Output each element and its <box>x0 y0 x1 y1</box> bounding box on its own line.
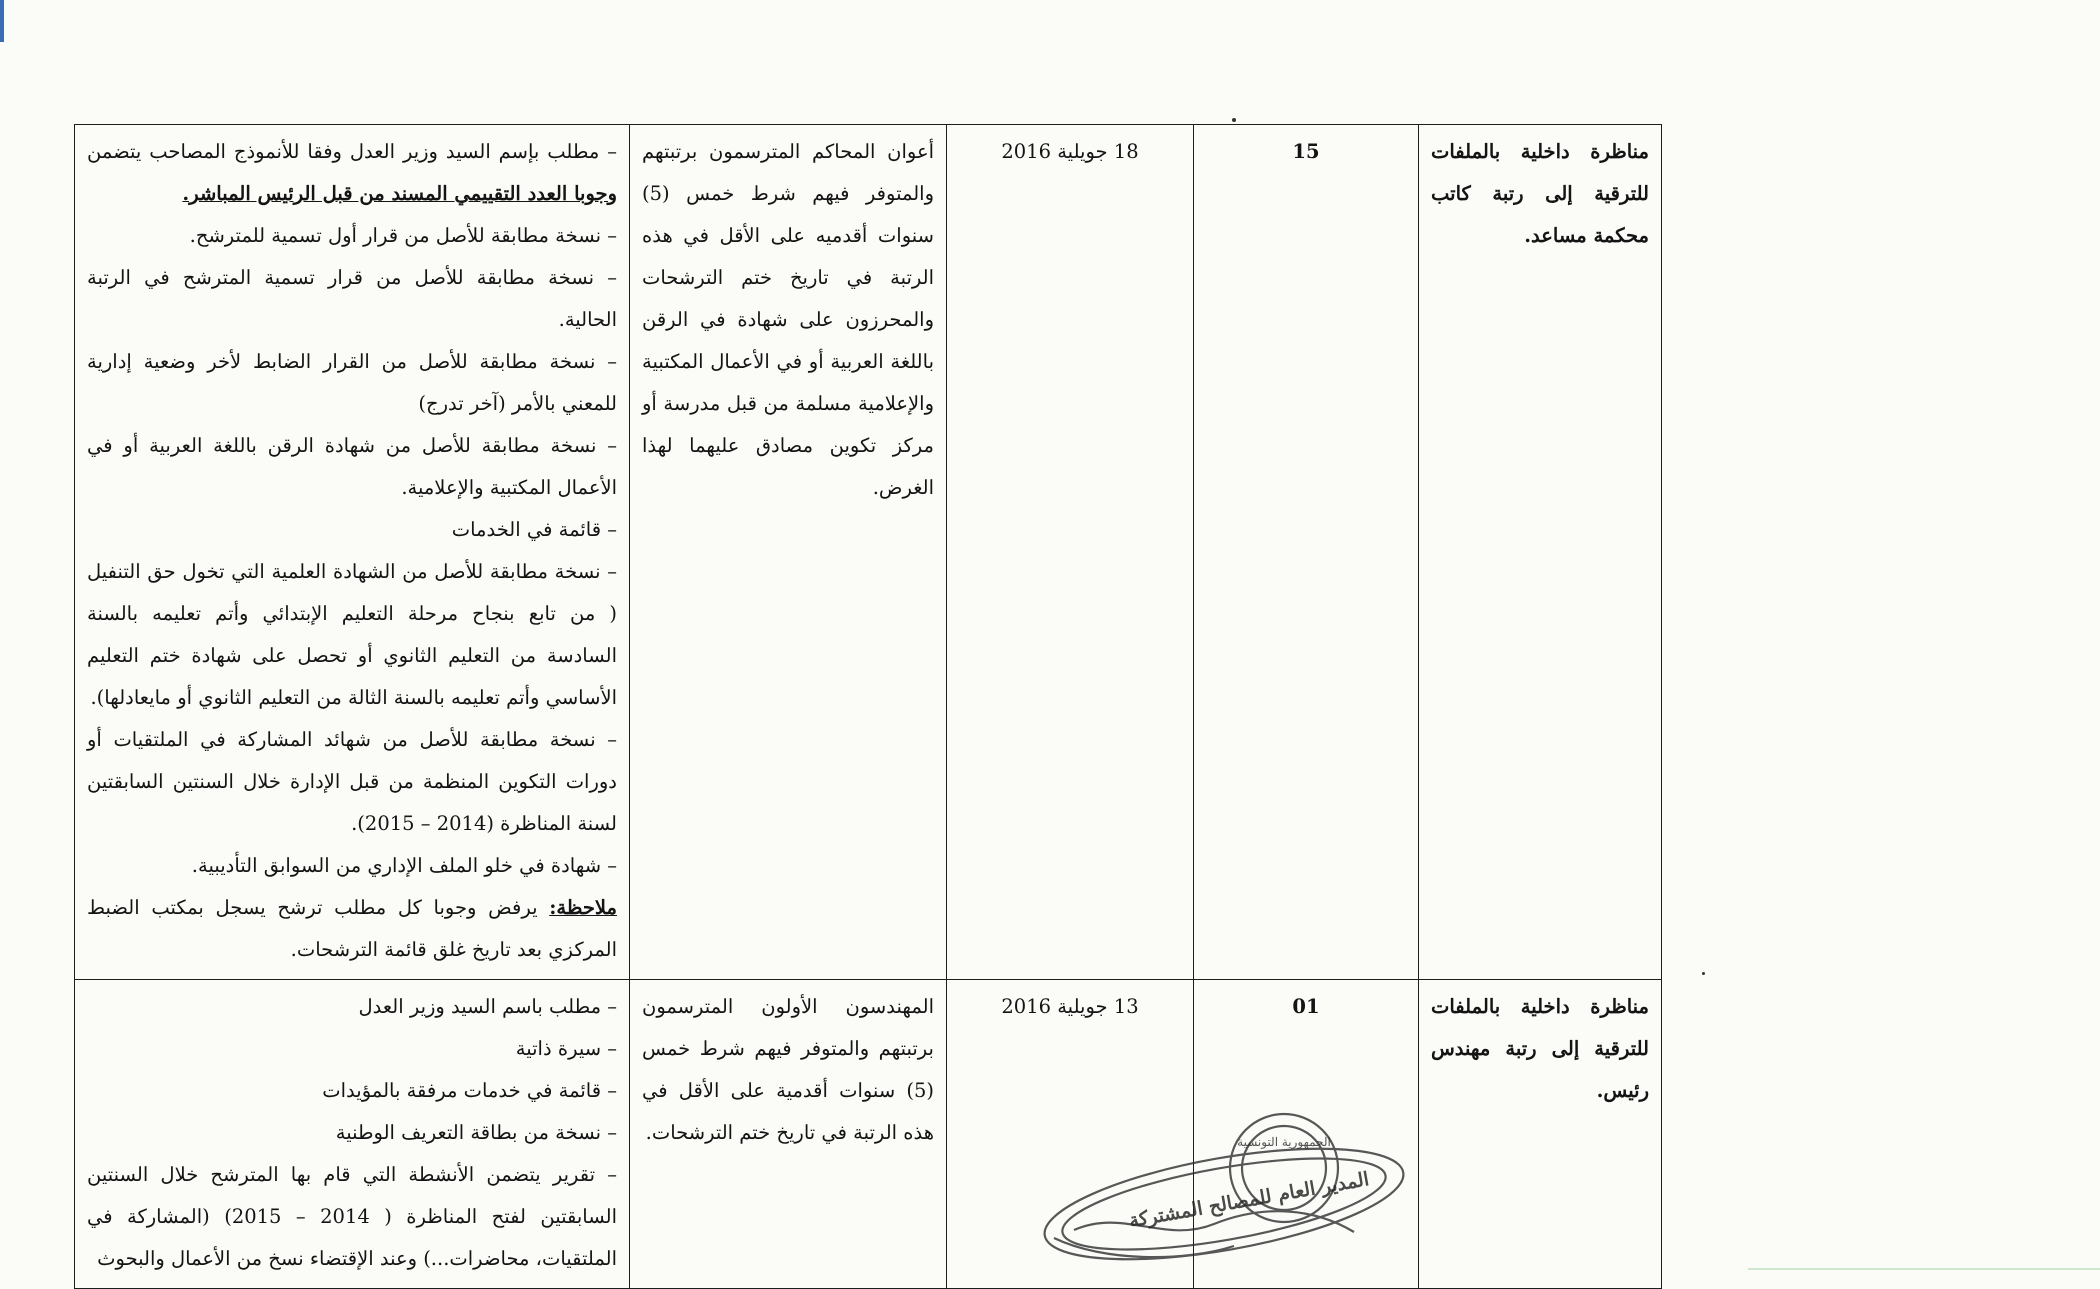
date-cell <box>947 125 1194 980</box>
eligibility-conditions: المهندسون الأولون المترسمون برتبتهم والمتوفر فيهم شرط خمس (5) سنوات أقدمية على الأقل في هذه الرتبة في تاريخ ختم الترشحات. <box>642 995 934 1144</box>
list-item <box>87 131 617 215</box>
table-row <box>75 125 1662 980</box>
competition-date: 18 جويلية 2016 <box>1001 140 1139 163</box>
required-documents-list <box>87 131 617 971</box>
list-item: – نسخة مطابقة للأصل من قرار أول تسمية للمترشح. <box>189 224 617 247</box>
competition-title-cell <box>1419 980 1662 1289</box>
list-item: – نسخة مطابقة للأصل من الشهادة العلمية التي تخول حق التنفيل ( من تابع بنجاح مرحلة التعليم الإبتدائي وأتم تعليمه بالسنة السادسة من التعليم الثانوي أو تحصل على شهادة ختم التعليم الأساسي وأتم تعليمه بالسنة الثالة من التعليم الثانوي أو مايعادلها). <box>87 560 617 709</box>
scan-edge-line <box>1748 1268 2100 1270</box>
list-item: – مطلب باسم السيد وزير العدل <box>358 995 617 1018</box>
competition-title: مناظرة داخلية بالملفات للترقية إلى رتبة مهندس رئيس. <box>1431 995 1649 1102</box>
positions-count: 01 <box>1292 995 1320 1018</box>
stamp-text-main: المدير العام للمصالح المشتركة <box>1127 1168 1371 1233</box>
list-item: – سيرة ذاتية <box>515 1037 617 1060</box>
eligibility-conditions: أعوان المحاكم المترسمون برتبتهم والمتوفر فيهم شرط خمس (5) سنوات أقدميه على الأقل في هذه الرتبة في تاريخ ختم الترشحات والمحرزون على شهادة في الرقن باللغة العربية أو في الأعمال المكتبية والإعلامية مسلمة من قبل مدرسة أو مركز تكوين مصادق عليهما لهذا الغرض. <box>642 140 934 499</box>
conditions-cell <box>630 125 947 980</box>
list-item: – نسخة مطابقة للأصل من قرار تسمية المترشح في الرتبة الحالية. <box>87 266 617 331</box>
list-item: – نسخة مطابقة للأصل من شهادة الرقن باللغة العربية أو في الأعمال المكتبية والإعلامية. <box>87 434 617 499</box>
scan-speck <box>1232 118 1236 122</box>
note-text: يرفض وجوبا كل مطلب ترشح يسجل بمكتب الضبط المركزي بعد تاريخ غلق قائمة الترشحات. <box>87 896 617 961</box>
table-row <box>75 980 1662 1289</box>
list-item: – قائمة في خدمات مرفقة بالمؤيدات <box>322 1079 617 1102</box>
note-label: ملاحظة: <box>549 896 617 919</box>
required-documents-cell <box>75 125 630 980</box>
list-item: – نسخة من بطاقة التعريف الوطنية <box>335 1121 617 1144</box>
competition-date: 13 جويلية 2016 <box>1001 995 1139 1018</box>
list-item: – شهادة في خلو الملف الإداري من السوابق التأديبية. <box>191 854 617 877</box>
stamp-text-top: الجمهورية التونسية <box>1237 1135 1331 1149</box>
positions-count: 15 <box>1292 140 1320 163</box>
note <box>87 887 617 971</box>
document-item-text: – مطلب بإسم السيد وزير العدل وفقا للأنموذج المصاحب يتضمن <box>87 140 617 163</box>
conditions-cell <box>630 980 947 1289</box>
list-item: – نسخة مطابقة للأصل من القرار الضابط لأخر وضعية إدارية للمعني بالأمر (آخر تدرج) <box>87 350 617 415</box>
scan-speck <box>1702 972 1705 975</box>
required-documents-cell <box>75 980 630 1289</box>
document-item-emphasis: وجوبا العدد التقييمي المسند من قبل الرئيس المباشر. <box>182 182 617 205</box>
competition-title: مناظرة داخلية بالملفات للترقية إلى رتبة كاتب محكمة مساعد. <box>1431 140 1649 247</box>
scan-edge-mark <box>0 0 4 42</box>
positions-count-cell <box>1194 125 1419 980</box>
competition-title-cell <box>1419 125 1662 980</box>
competitions-table <box>74 124 1662 1289</box>
list-item: – نسخة مطابقة للأصل من شهائد المشاركة في الملتقيات أو دورات التكوين المنظمة من قبل الإدارة خلال السنتين السابقتين لسنة المناظرة (2014 – 2015). <box>87 728 617 835</box>
list-item: – تقرير يتضمن الأنشطة التي قام بها المترشح خلال السنتين السابقتين لفتح المناظرة ( 2014 – 2015) (المشاركة في الملتقيات، محاضرات...) وعند الإقتضاء نسخ من الأعمال والبحوث <box>87 1163 618 1270</box>
list-item: – قائمة في الخدمات <box>451 518 617 541</box>
required-documents-list <box>87 986 617 1280</box>
official-stamp <box>1014 1112 1414 1272</box>
